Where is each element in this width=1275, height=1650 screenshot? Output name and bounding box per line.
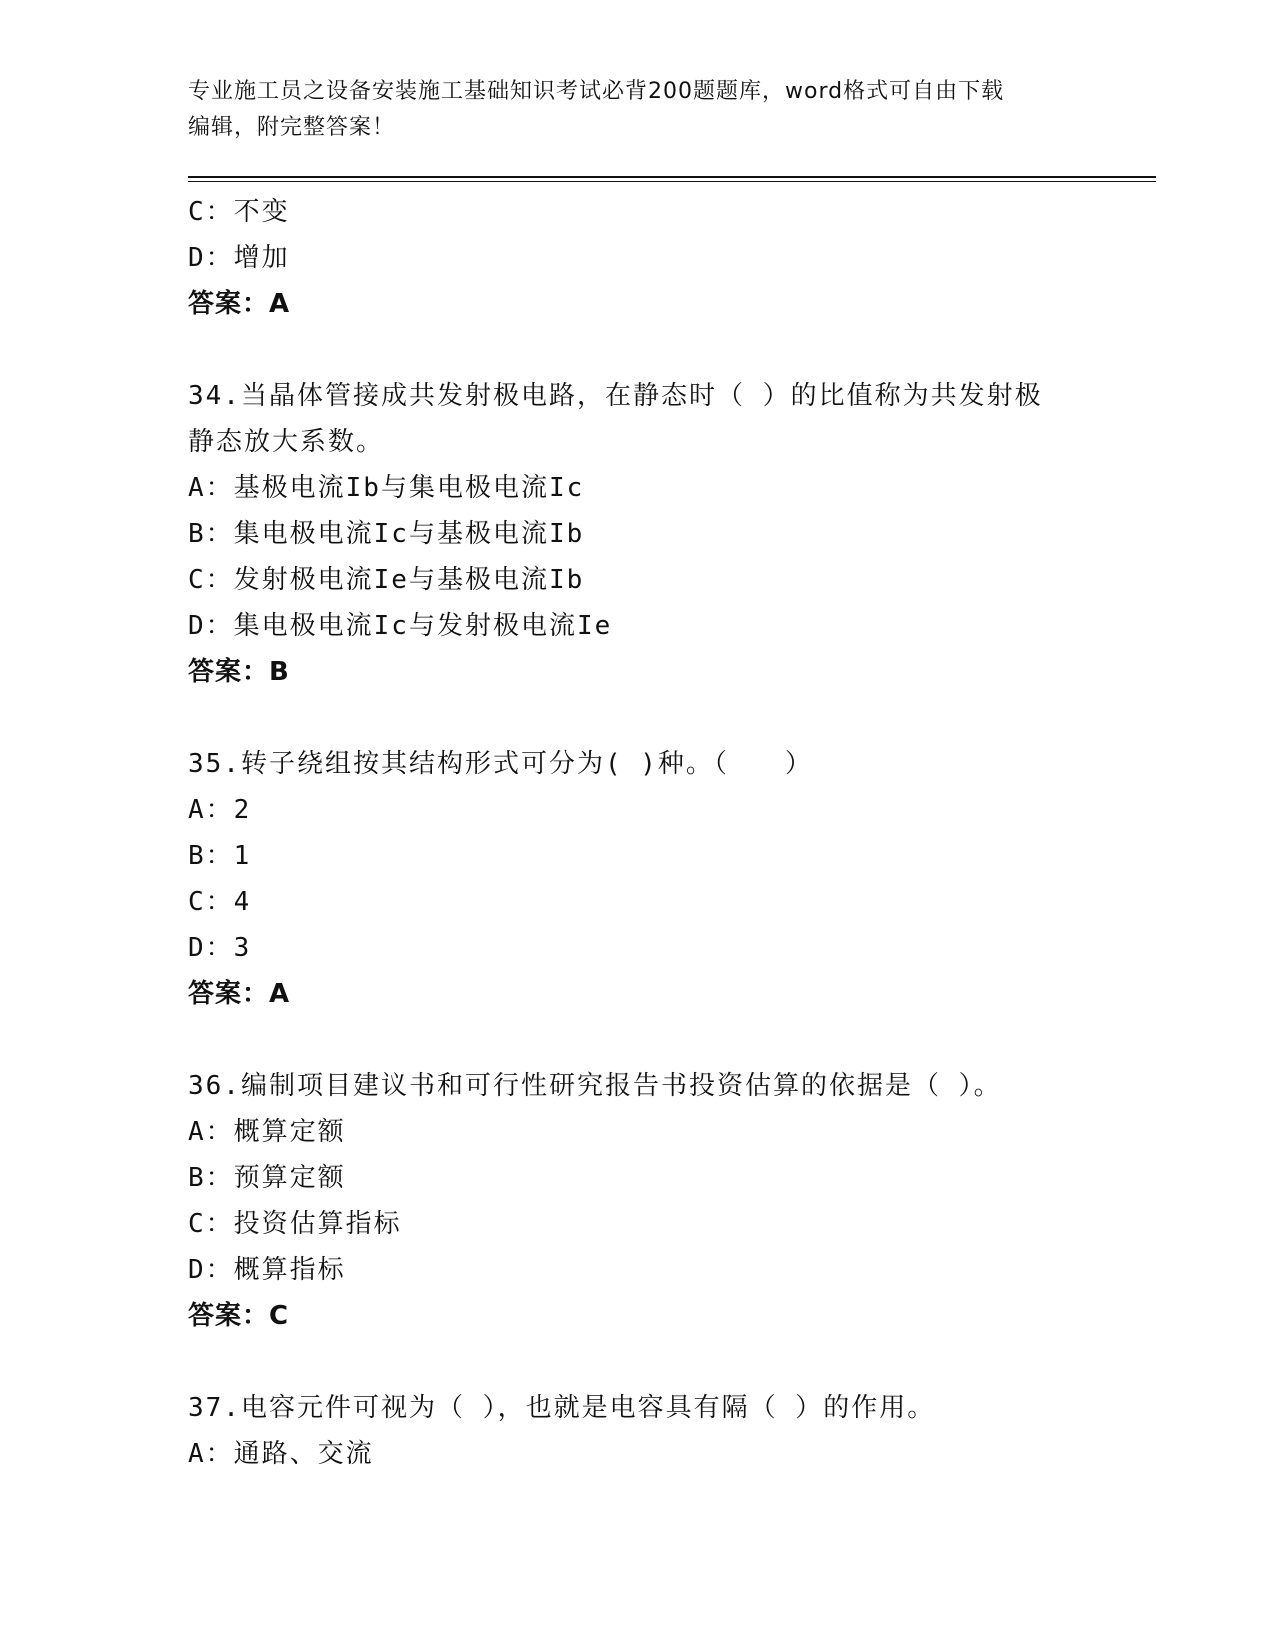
header-divider-thin xyxy=(188,181,1156,182)
answer-label: 答案：A xyxy=(188,289,291,319)
question-gap xyxy=(188,695,1088,741)
question-prev xyxy=(188,189,1088,327)
header-line-2: 编辑，附完整答案！ xyxy=(188,115,396,140)
header-divider xyxy=(188,176,1156,178)
question-stem: 34.当晶体管接成共发射极电路，在静态时（ ）的比值称为共发射极 xyxy=(188,381,1043,411)
question-34 xyxy=(188,373,1088,695)
option-b: B：预算定额 xyxy=(188,1163,346,1193)
question-stem: 37.电容元件可视为（ ），也就是电容具有隔（ ）的作用。 xyxy=(188,1393,936,1423)
question-gap xyxy=(188,1017,1088,1063)
question-stem: 35.转子绕组按其结构形式可分为( )种。（ ） xyxy=(188,749,813,779)
question-gap xyxy=(188,1339,1088,1385)
answer-label: 答案：A xyxy=(188,979,291,1009)
option-c: C：4 xyxy=(188,887,252,917)
option-d: D：3 xyxy=(188,933,252,963)
answer-label: 答案：B xyxy=(188,657,290,687)
document-header xyxy=(188,74,1088,146)
option-d: D：集电极电流Ic与发射极电流Ie xyxy=(188,611,613,641)
question-stem: 36.编制项目建议书和可行性研究报告书投资估算的依据是（ ）。 xyxy=(188,1071,1002,1101)
question-35 xyxy=(188,741,1088,1017)
question-stem-cont: 静态放大系数。 xyxy=(188,427,385,457)
option-b: B：集电极电流Ic与基极电流Ib xyxy=(188,519,585,549)
option-a: A：基极电流Ib与集电极电流Ic xyxy=(188,473,585,503)
option-c: C：发射极电流Ie与基极电流Ib xyxy=(188,565,585,595)
header-line-1: 专业施工员之设备安装施工基础知识考试必背200题题库，word格式可自由下载 xyxy=(188,79,1005,104)
option-a: A：通路、交流 xyxy=(188,1439,374,1469)
question-36 xyxy=(188,1063,1088,1339)
answer-label: 答案：C xyxy=(188,1301,290,1331)
option-d: D：概算指标 xyxy=(188,1255,346,1285)
option-a: A：概算定额 xyxy=(188,1117,346,1147)
question-list xyxy=(188,189,1088,1477)
question-37 xyxy=(188,1385,1088,1477)
option-d: D：增加 xyxy=(188,243,290,273)
option-a: A：2 xyxy=(188,795,252,825)
option-c: C：不变 xyxy=(188,197,290,227)
option-b: B：1 xyxy=(188,841,252,871)
option-c: C：投资估算指标 xyxy=(188,1209,402,1239)
question-gap xyxy=(188,327,1088,373)
